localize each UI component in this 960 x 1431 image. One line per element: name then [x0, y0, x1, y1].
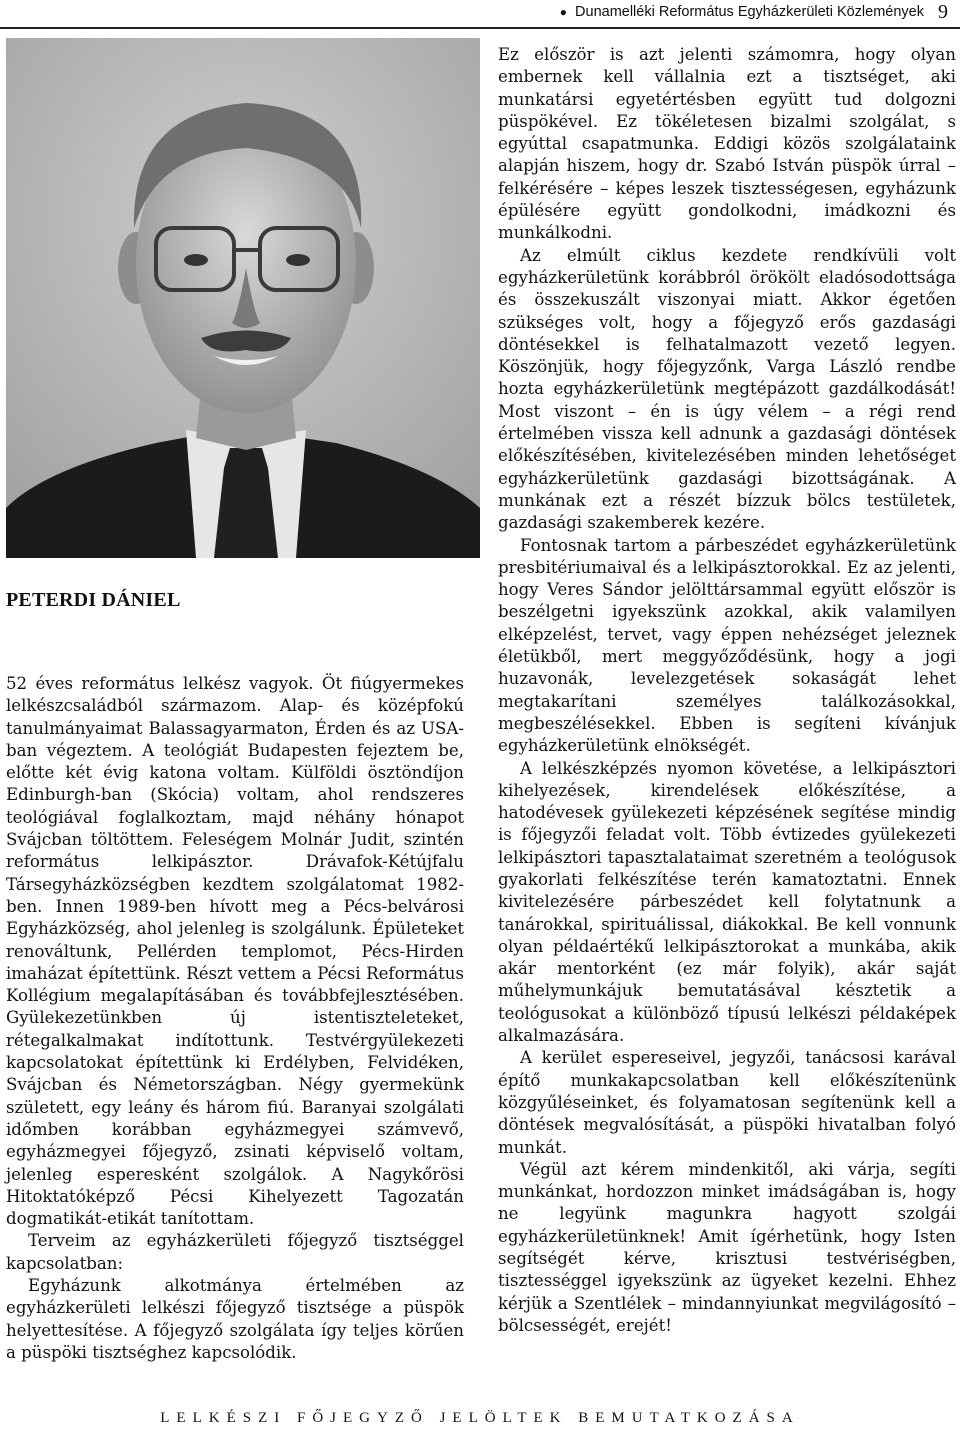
- paragraph: Ez először is azt jelenti számomra, hogy olyan embernek kell vállalnia ezt a tisztséget, aki munkatársi egyetértésben együtt tud dolgozni püspökével. Ez tökéletesen bizalmi szolgálat, s egyúttal csapatmunka. Eddigi közös szolgálataink alapján hiszem, hogy dr. Szabó István püspök úrral – felkérésére – képes leszek tisztességesen, egyházunk épülésére együtt gondolkodni, imádkozni és munkálkodni.: [498, 45, 956, 243]
- paragraph: Fontosnak tartom a párbeszédet egyházkerületünk presbitériumaival és a lelkipásztorokkal. Ez az jelenti, hogy Veres Sándor jelölttársammal együtt először is beszélgetni igyekszünk azokkal, akik valamilyen elképzelést, tervet, vagy éppen nehézséget jeleznek életükből, mert meggyőződésünk, hogy a jogi huzavonák, levelezgetések sokaságát lehet megtakarítani személyes találkozásokkal, megbeszélésekkel. Ebben is segíteni kívánjuk egyházkerületünk elnökségét.: [498, 535, 956, 756]
- candidate-name: PETERDI DÁNIEL: [6, 589, 181, 611]
- paragraph: Az elmúlt ciklus kezdete rendkívüli volt egyházkerületünk korábbról örökölt eladósodottsága és összekuszált viszonyai miatt. Akkor égetően szükséges volt, hogy a főjegyző erős gazdasági döntésekkel is felhatalmazott vezető legyen. Köszönjük, hogy főjegyzőnk, Varga László rendbe hozta egyházkerületünk megtépázott gazdálkodását! Most viszont – én is úgy vélem – a régi rend értelmében vissza kell adnunk a gazdasági döntések előkészítésében, kivitelezésében minden lehetőséget egyházkerületünk gazdasági bizottságának. A munkának ezt a részét bízzuk bölcs testületek, gazdasági szakemberek kezére.: [498, 245, 956, 533]
- page-number: 9: [938, 0, 948, 23]
- left-column: [6, 673, 464, 1364]
- paragraph: A lelkészképzés nyomon követése, a lelkipásztori kihelyezések, kirendelések előkészítése, a hatodévesek gyülekezeti képzésének segítése mindig is főjegyzői feladat volt. Több évtizedes gyülekezeti lelkipásztori tapasztalataimat szeretném a teológusok gyakorlati felkészítése terén kamatoztatni. Ennek kivitelezésére párbeszédet kell folytatnunk a tanárokkal, spirituálissal, diákokkal. Be kell vonnunk olyan példaértékű lelkipásztorokat a munkába, akik akár mentorként (ez már folyik), akár saját műhelymunkájuk bemutatásával késztetik a teológusokat a különböző típusú lelkészi példaképek alkalmazására.: [498, 758, 956, 1046]
- paragraph: A kerület espereseivel, jegyzői, tanácsosi karával építő munkakapcsolatban kell előkészítenünk közgyűléseinket, és folyamatosan segítenünk kell a döntések megvalósítását, a püspöki hivatalban folyó munkát.: [498, 1048, 956, 1157]
- bullet-icon: ●: [559, 5, 568, 19]
- footer-title: LELKÉSZI FŐJEGYZŐ JELÖLTEK BEMUTATKOZÁSA: [160, 1410, 800, 1426]
- running-header: [560, 0, 948, 24]
- portrait-photo: [6, 38, 480, 558]
- header-rule: [0, 27, 960, 29]
- paragraph: Terveim az egyházkerületi főjegyző tisztséggel kapcsolatban:: [6, 1231, 464, 1273]
- paragraph: Végül azt kérem mindenkitől, aki várja, segíti munkánkat, hordozzon minket imádságában is, hogy ne legyünk magunkra hagyott szolgái egyházkerületünknek! Amit ígérhetünk, hogy Isten segítségét kérve, krisztusi testvériségben, tisztességgel igyekszünk az ügyeket kezelni. Ehhez kérjük a Szentlélek – mindannyiunkat megvilágosító – bölcsességét, erejét!: [498, 1159, 956, 1335]
- portrait-photo-icon: [6, 38, 480, 558]
- right-column: [498, 44, 956, 1337]
- paragraph: 52 éves református lelkész vagyok. Öt fiúgyermekes lelkészcsaládból származom. Alap- és középfokú tanulmányaimat Balassagyarmaton, Érden és az USA-ban végeztem. A teológiát Budapesten fejeztem be, előtte két évig katona voltam. Külföldi ösztöndíjon Edinburgh-ban (Skócia) voltam, ahol rendszeres teológiával foglalkoztam, majd néhány hónapot Svájcban töltöttem. Feleségem Molnár Judit, szintén református lelkipásztor. Drávafok-Kétújfalu Társegyházközségben kezdtem szolgálatomat 1982-ben. Innen 1989-ben hívott meg a Pécs-belvárosi Egyházközség, ahol jelenleg is szolgálunk. Épületeket renováltunk, Pellérden templomot, Pécs-Hirden imaházat építettünk. Részt vettem a Pécsi Református Kollégium megalapításában és továbbfejlesztésében. Gyülekezetünkben új istentiszteleteket, rétegalkalmakat indítottunk. Testvérgyülekezeti kapcsolatokat építettünk ki Erdélyben, Felvidéken, Svájcban és Németországban. Négy gyermekünk született, egy leány és három fiú. Baranyai szolgálati időmben korábban egyházmegyei számvevő, egyházmegyei főjegyző, zsinati képviselő voltam, jelenleg esperesként szolgálok. A Nagykőrösi Hitoktatóképző Pécsi Kihelyezett Tagozatán dogmatikát-etikát tanítottam.: [6, 674, 464, 1229]
- paragraph: Egyházunk alkotmánya értelmében az egyházkerületi lelkészi főjegyző tisztsége a püspök helyettesítése. A főjegyző szolgálata így teljes körűen a püspöki tisztséghez kapcsolódik.: [6, 1276, 464, 1362]
- publication-title: Dunamelléki Református Egyházkerületi Közlemények: [575, 4, 924, 20]
